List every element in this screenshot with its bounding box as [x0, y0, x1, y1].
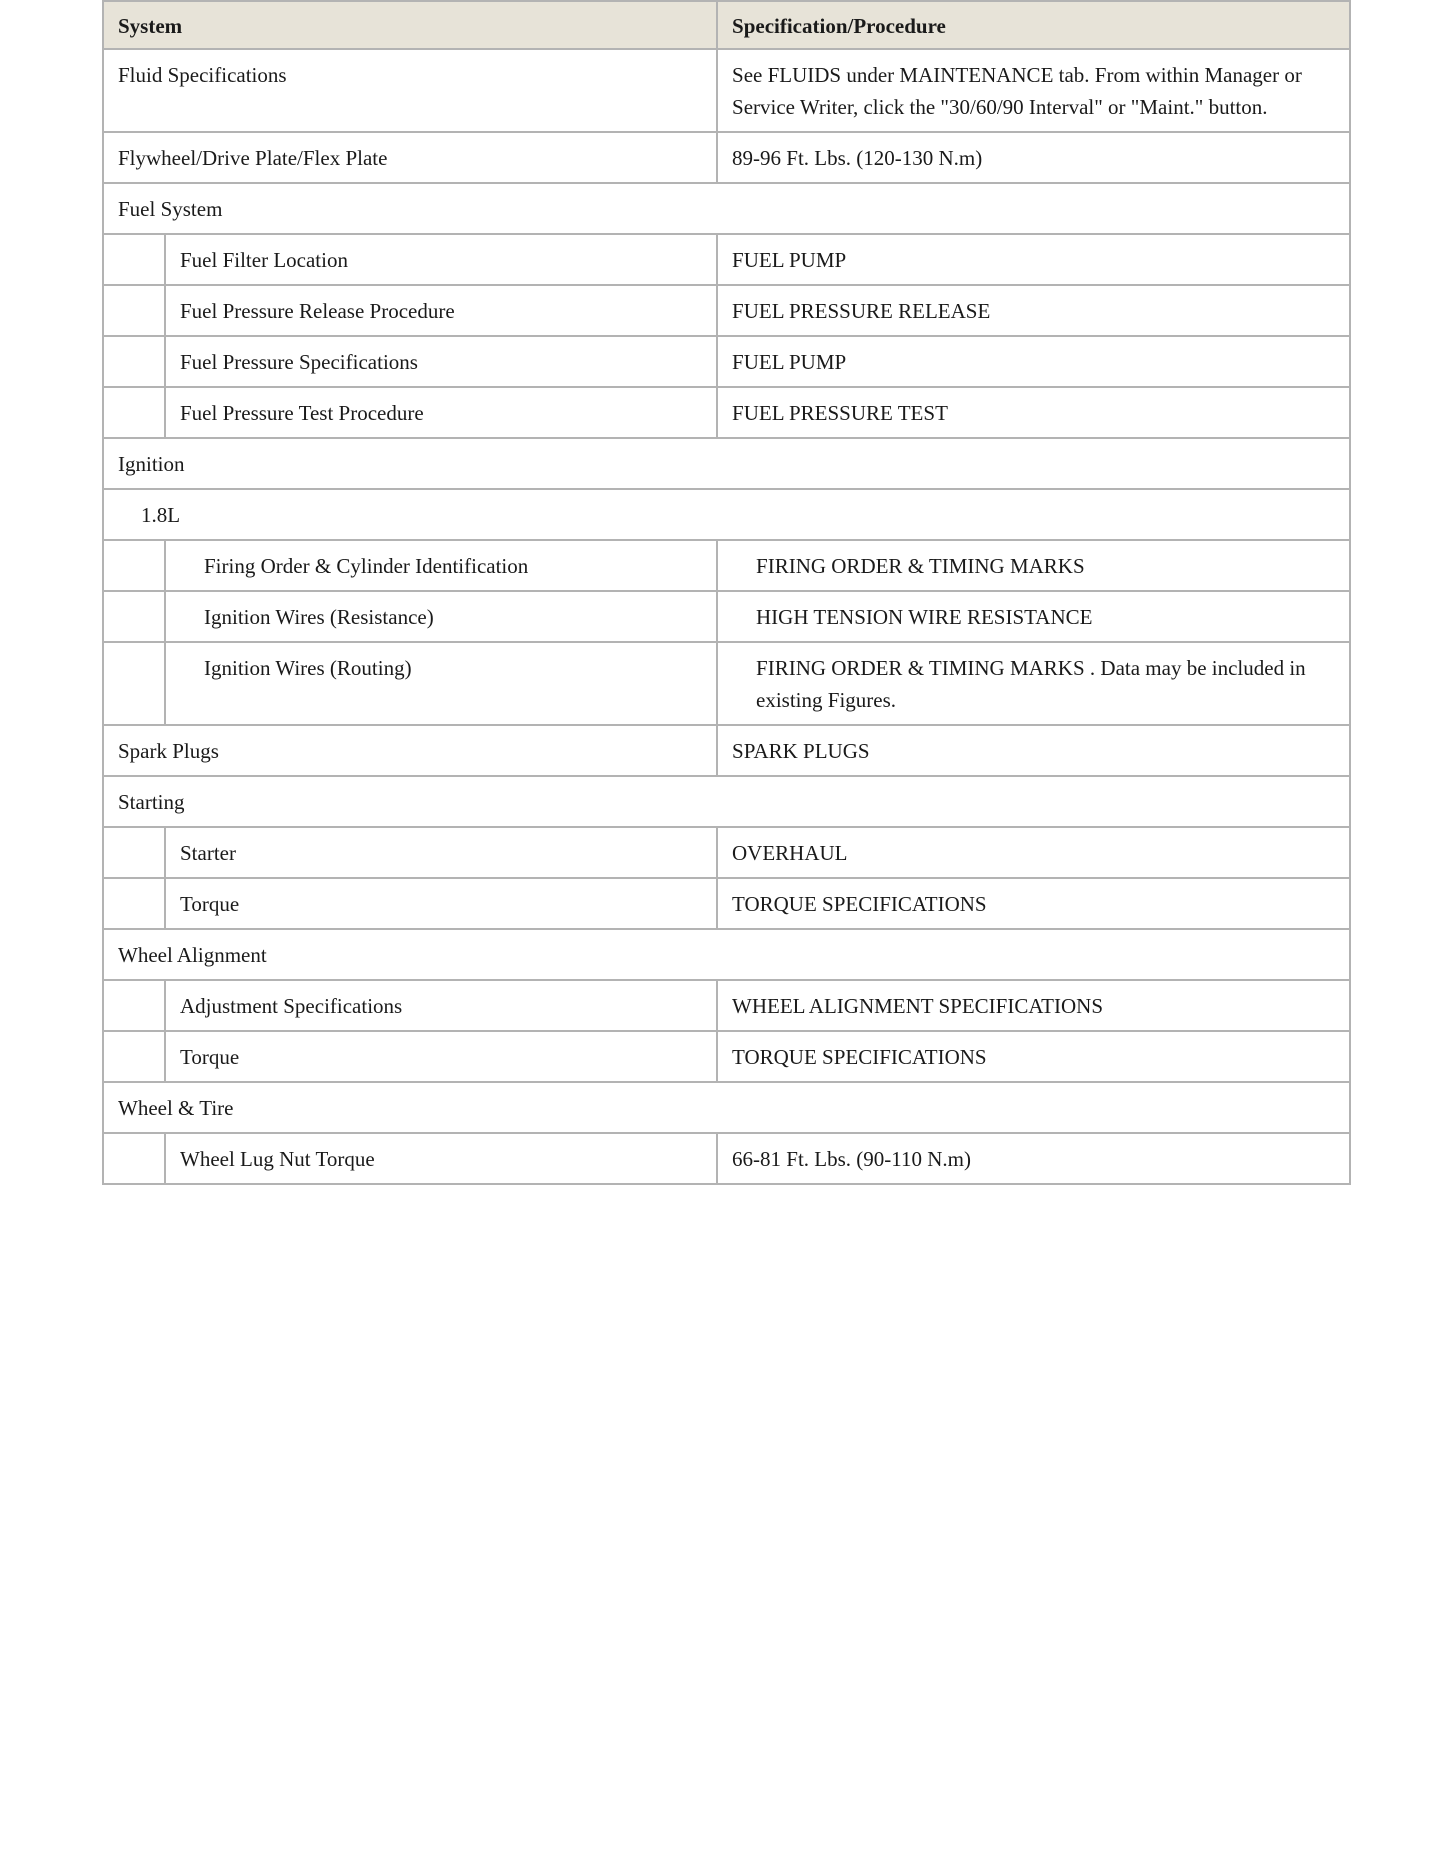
spec-cell: FUEL PUMP [717, 336, 1350, 387]
indent-cell [103, 336, 165, 387]
wheel-lug-nut-torque-row [103, 1133, 1350, 1184]
spec-cell: 66-81 Ft. Lbs. (90-110 N.m) [717, 1133, 1350, 1184]
system-cell: Fuel Filter Location [165, 234, 717, 285]
flywheel-row [103, 132, 1350, 183]
spec-cell: WHEEL ALIGNMENT SPECIFICATIONS [717, 980, 1350, 1031]
indent-cell [103, 591, 165, 642]
system-cell: Fuel Pressure Release Procedure [165, 285, 717, 336]
system-cell: Fluid Specifications [103, 49, 717, 132]
spark-plugs-row [103, 725, 1350, 776]
fuel-filter-location-row [103, 234, 1350, 285]
indent-cell [103, 1031, 165, 1082]
system-cell: Flywheel/Drive Plate/Flex Plate [103, 132, 717, 183]
indent-cell [103, 878, 165, 929]
system-cell: Spark Plugs [103, 725, 717, 776]
engine-1-8l-subgroup-row [103, 489, 1350, 540]
system-cell: Torque [165, 878, 717, 929]
spec-cell: TORQUE SPECIFICATIONS [717, 878, 1350, 929]
indent-cell [103, 285, 165, 336]
indent-cell [103, 387, 165, 438]
spec-column-header: Specification/Procedure [717, 1, 1350, 49]
spec-cell: See FLUIDS under MAINTENANCE tab. From within Manager or Service Writer, click the "30/60/90 Interval" or "Maint." button. [717, 49, 1350, 132]
starting-torque-row [103, 878, 1350, 929]
fuel-pressure-spec-row [103, 336, 1350, 387]
group-heading-cell: Wheel & Tire [103, 1082, 1350, 1133]
system-cell: Torque [165, 1031, 717, 1082]
system-cell: Ignition Wires (Routing) [165, 642, 717, 725]
ignition-wires-routing-row [103, 642, 1350, 725]
spec-cell: TORQUE SPECIFICATIONS [717, 1031, 1350, 1082]
fuel-system-group-row [103, 183, 1350, 234]
spec-cell: FUEL PRESSURE RELEASE [717, 285, 1350, 336]
wheel-tire-group-row [103, 1082, 1350, 1133]
indent-cell [103, 642, 165, 725]
indent-cell [103, 827, 165, 878]
spec-cell: 89-96 Ft. Lbs. (120-130 N.m) [717, 132, 1350, 183]
system-cell: Ignition Wires (Resistance) [165, 591, 717, 642]
group-heading-cell: Ignition [103, 438, 1350, 489]
group-heading-cell: Starting [103, 776, 1350, 827]
spec-cell: FIRING ORDER & TIMING MARKS . Data may be included in existing Figures. [717, 642, 1350, 725]
ignition-wires-resistance-row [103, 591, 1350, 642]
starting-group-row [103, 776, 1350, 827]
table-body [103, 49, 1350, 1184]
wheel-alignment-group-row [103, 929, 1350, 980]
indent-cell [103, 234, 165, 285]
firing-order-row [103, 540, 1350, 591]
fluid-specifications-row [103, 49, 1350, 132]
system-cell: Fuel Pressure Specifications [165, 336, 717, 387]
specification-table [102, 0, 1351, 1185]
system-cell: Fuel Pressure Test Procedure [165, 387, 717, 438]
spec-cell: OVERHAUL [717, 827, 1350, 878]
fuel-pressure-release-row [103, 285, 1350, 336]
group-heading-cell: Wheel Alignment [103, 929, 1350, 980]
indent-cell [103, 1133, 165, 1184]
fuel-pressure-test-row [103, 387, 1350, 438]
ignition-group-row [103, 438, 1350, 489]
group-heading-cell: Fuel System [103, 183, 1350, 234]
adjustment-specifications-row [103, 980, 1350, 1031]
spec-cell: HIGH TENSION WIRE RESISTANCE [717, 591, 1350, 642]
spec-cell: SPARK PLUGS [717, 725, 1350, 776]
system-cell: Adjustment Specifications [165, 980, 717, 1031]
indent-cell [103, 540, 165, 591]
system-cell: Firing Order & Cylinder Identification [165, 540, 717, 591]
spec-cell: FIRING ORDER & TIMING MARKS [717, 540, 1350, 591]
system-column-header: System [103, 1, 717, 49]
alignment-torque-row [103, 1031, 1350, 1082]
system-cell: Starter [165, 827, 717, 878]
spec-cell: FUEL PRESSURE TEST [717, 387, 1350, 438]
indent-cell [103, 980, 165, 1031]
spec-cell: FUEL PUMP [717, 234, 1350, 285]
system-cell: Wheel Lug Nut Torque [165, 1133, 717, 1184]
subgroup-heading-cell: 1.8L [103, 489, 1350, 540]
starter-row [103, 827, 1350, 878]
table-header-row [103, 1, 1350, 49]
